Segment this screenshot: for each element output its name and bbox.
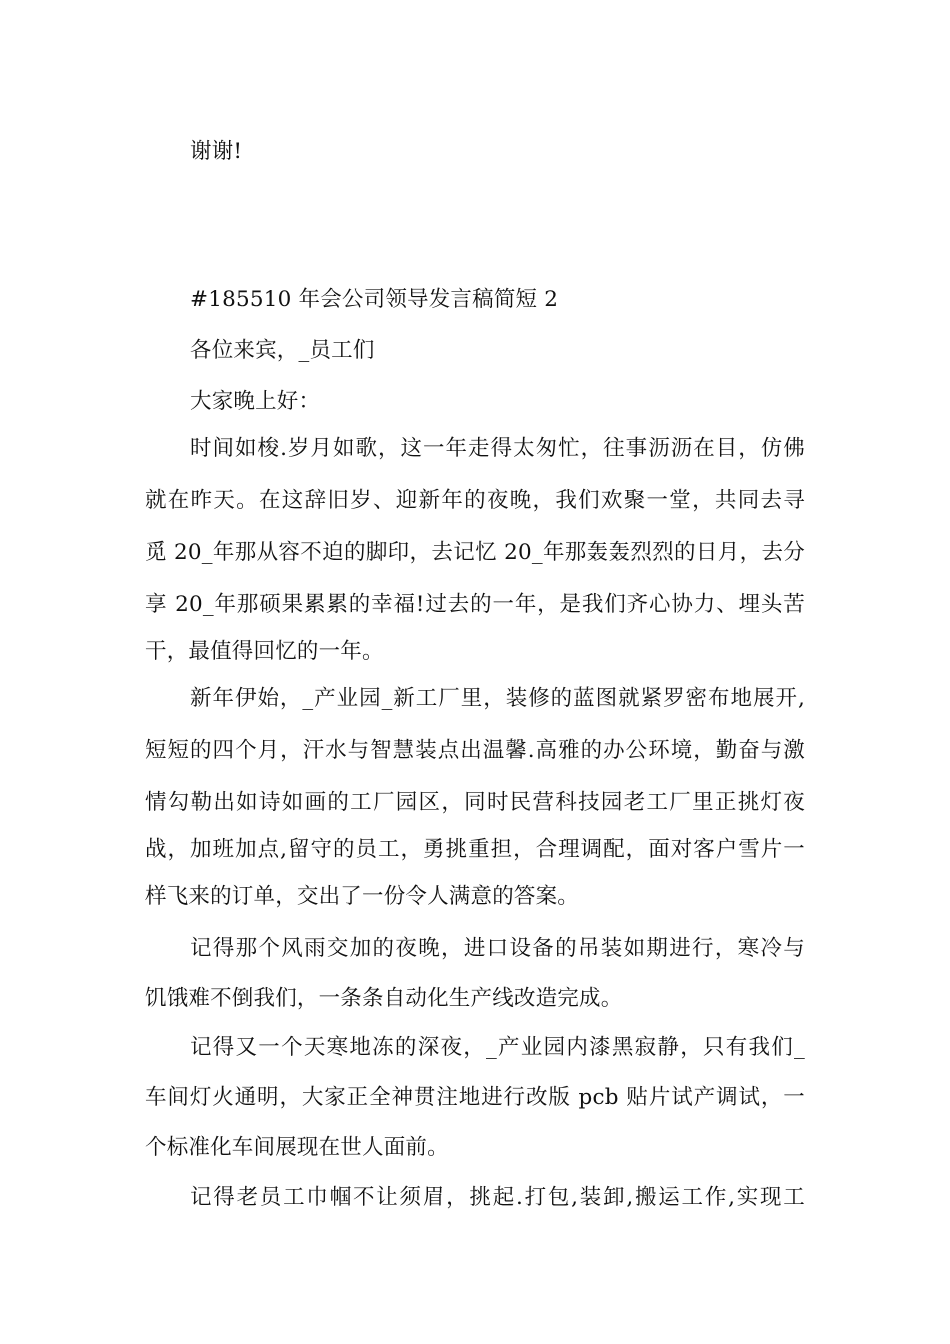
paragraph-1-line-4: 享 20_年那硕果累累的幸福!过去的一年，是我们齐心协力、埋头苦 <box>145 592 805 617</box>
paragraph-1-line-5: 干，最值得回忆的一年。 <box>145 639 384 664</box>
paragraph-1-line-3: 觅 20_年那从容不迫的脚印，去记忆 20_年那轰轰烈烈的日月，去分 <box>145 540 805 565</box>
paragraph-3-line-2: 饥饿难不倒我们，一条条自动化生产线改造完成。 <box>145 986 623 1011</box>
paragraph-1-line-1: 时间如梭.岁月如歌，这一年走得太匆忙，往事沥沥在目，仿佛 <box>190 436 805 461</box>
paragraph-2-line-2: 短短的四个月，汗水与智慧装点出温馨.高雅的办公环境，勤奋与激 <box>145 738 805 763</box>
greeting-line-2: 大家晚上好： <box>190 389 321 414</box>
closing-text: 谢谢! <box>190 139 243 164</box>
paragraph-4-line-3: 个标准化车间展现在世人面前。 <box>145 1135 449 1160</box>
paragraph-4-line-1: 记得又一个天寒地冻的深夜，_产业园内漆黑寂静，只有我们_ <box>190 1035 805 1060</box>
paragraph-2-line-5: 样飞来的订单，交出了一份令人满意的答案。 <box>145 884 580 909</box>
paragraph-2-line-1: 新年伊始，_产业园_新工厂里，装修的蓝图就紧罗密布地展开, <box>190 686 805 711</box>
paragraph-5-line-1: 记得老员工巾帼不让须眉，挑起.打包,装卸,搬运工作,实现工 <box>190 1185 805 1210</box>
section-heading: #185510 年会公司领导发言稿简短 2 <box>190 287 559 312</box>
paragraph-4-line-2: 车间灯火通明，大家正全神贯注地进行改版 pcb 贴片试产调试，一 <box>145 1085 805 1110</box>
paragraph-2-line-3: 情勾勒出如诗如画的工厂园区，同时民营科技园老工厂里正挑灯夜 <box>145 790 805 815</box>
paragraph-3-line-1: 记得那个风雨交加的夜晚，进口设备的吊装如期进行，寒冷与 <box>190 936 805 961</box>
paragraph-2-line-4: 战，加班加点,留守的员工，勇挑重担，合理调配，面对客户雪片一 <box>145 837 805 862</box>
greeting-line-1: 各位来宾，_员工们 <box>190 338 375 363</box>
paragraph-1-line-2: 就在昨天。在这辞旧岁、迎新年的夜晚，我们欢聚一堂，共同去寻 <box>145 488 805 513</box>
